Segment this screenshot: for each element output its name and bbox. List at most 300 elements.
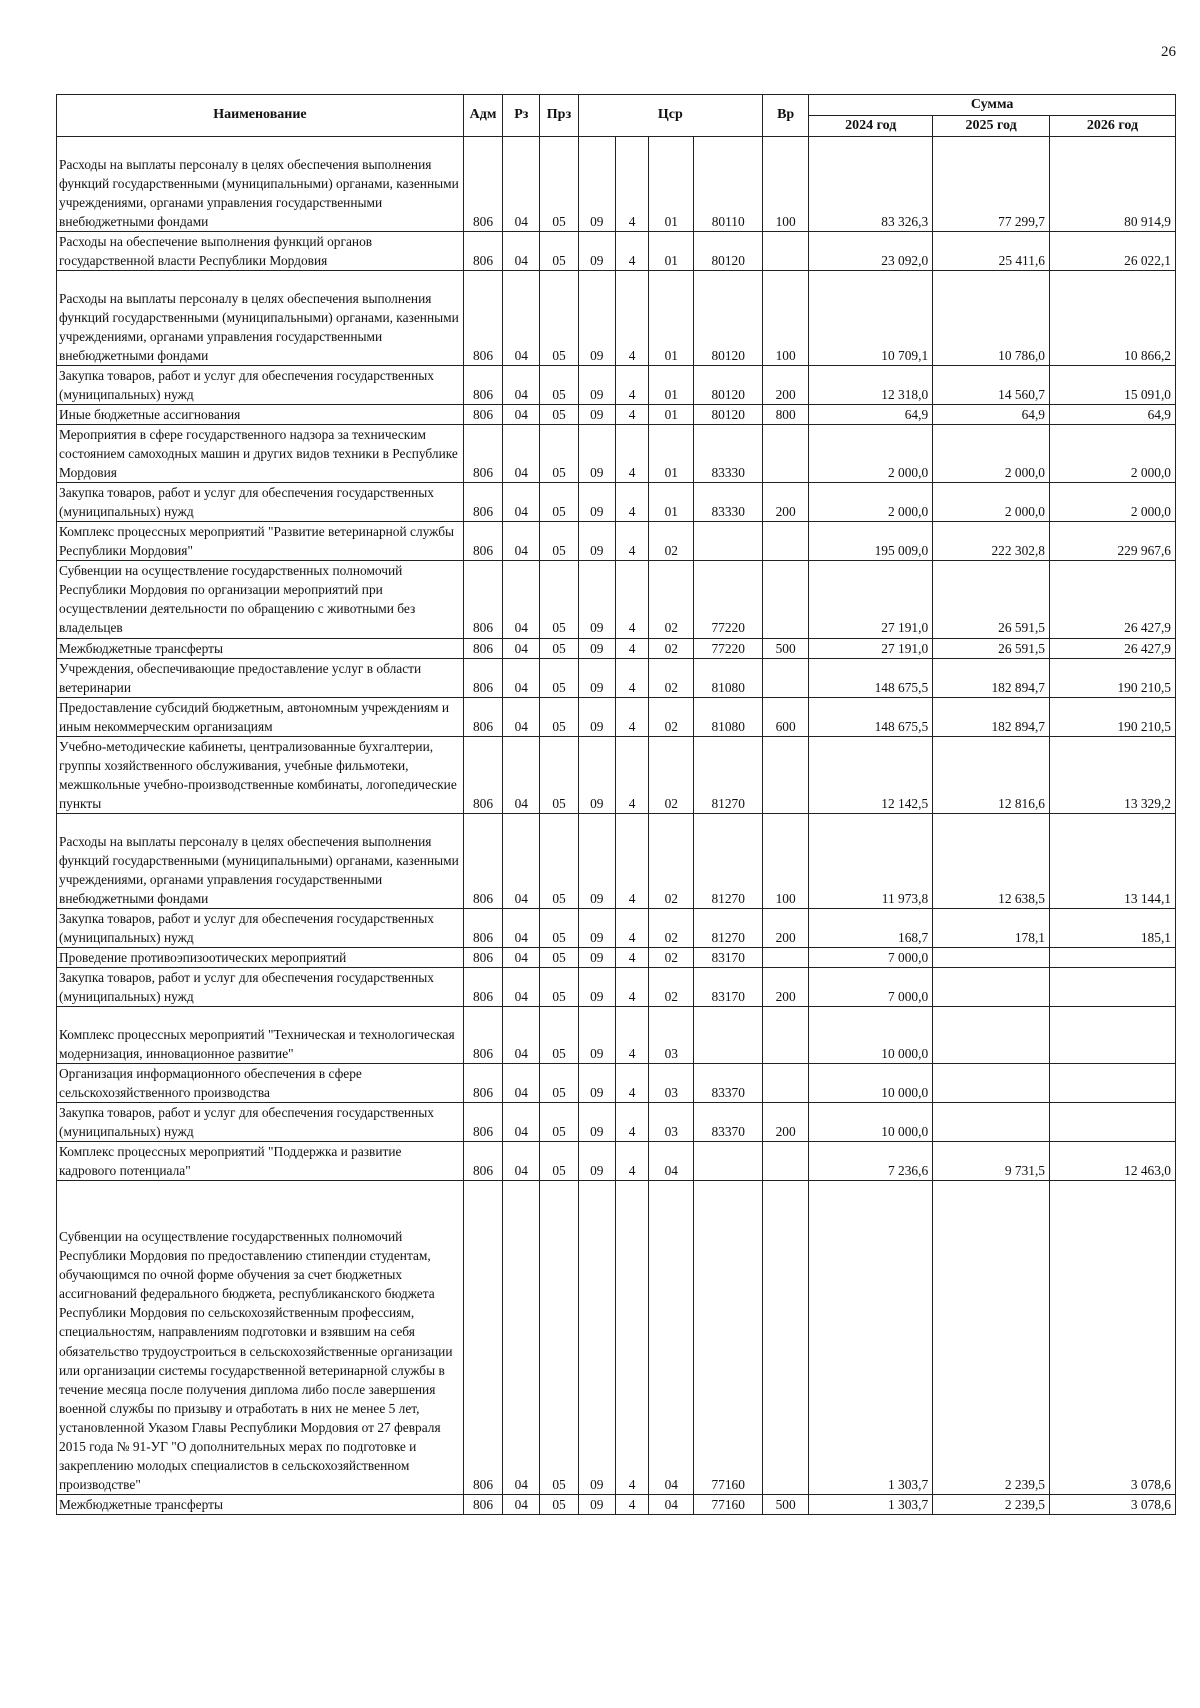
cell-c2: 4: [615, 813, 648, 908]
cell-s2026: 26 427,9: [1050, 638, 1176, 658]
cell-c3: 01: [649, 405, 694, 425]
cell-c4: 81270: [694, 736, 763, 813]
table-row: [57, 561, 1176, 638]
cell-c3: 03: [649, 1064, 694, 1103]
cell-vr: 200: [762, 968, 808, 1007]
cell-c1: 09: [578, 638, 615, 658]
cell-vr: 800: [762, 405, 808, 425]
cell-s2026: [1050, 1007, 1176, 1064]
cell-vr: [762, 1142, 808, 1181]
cell-rz: 04: [503, 697, 540, 736]
table-row: [57, 908, 1176, 947]
cell-s2026: 12 463,0: [1050, 1142, 1176, 1181]
cell-adm: 806: [463, 1103, 502, 1142]
cell-s2025: [933, 947, 1050, 967]
cell-adm: 806: [463, 522, 502, 561]
cell-name: Комплекс процессных мероприятий "Поддержка и развитие кадрового потенциала": [57, 1142, 464, 1181]
cell-s2025: 64,9: [933, 405, 1050, 425]
cell-rz: 04: [503, 1494, 540, 1514]
cell-c3: 03: [649, 1103, 694, 1142]
cell-rz: 04: [503, 405, 540, 425]
table-row: [57, 1494, 1176, 1514]
cell-name: Организация информационного обеспечения в сфере сельскохозяйственного производства: [57, 1064, 464, 1103]
cell-adm: 806: [463, 908, 502, 947]
cell-s2024: 12 142,5: [809, 736, 933, 813]
cell-rz: 04: [503, 1007, 540, 1064]
cell-rz: 04: [503, 1103, 540, 1142]
cell-adm: 806: [463, 561, 502, 638]
header-rz: Рз: [503, 95, 540, 137]
cell-prz: 05: [540, 1494, 578, 1514]
cell-c3: 02: [649, 638, 694, 658]
cell-c2: 4: [615, 366, 648, 405]
cell-c2: 4: [615, 697, 648, 736]
cell-s2025: 2 239,5: [933, 1494, 1050, 1514]
cell-s2025: [933, 1064, 1050, 1103]
cell-c3: 02: [649, 697, 694, 736]
cell-prz: 05: [540, 638, 578, 658]
cell-s2024: 10 000,0: [809, 1103, 933, 1142]
table-row: [57, 658, 1176, 697]
cell-c3: 02: [649, 736, 694, 813]
cell-c2: 4: [615, 405, 648, 425]
cell-adm: 806: [463, 813, 502, 908]
cell-c1: 09: [578, 270, 615, 365]
cell-rz: 04: [503, 947, 540, 967]
cell-s2025: 14 560,7: [933, 366, 1050, 405]
cell-c4: [694, 522, 763, 561]
cell-prz: 05: [540, 813, 578, 908]
cell-s2026: 26 022,1: [1050, 231, 1176, 270]
cell-c2: 4: [615, 231, 648, 270]
cell-rz: 04: [503, 813, 540, 908]
cell-rz: 04: [503, 522, 540, 561]
cell-s2025: 12 816,6: [933, 736, 1050, 813]
cell-s2025: 2 000,0: [933, 483, 1050, 522]
cell-vr: 200: [762, 908, 808, 947]
cell-c3: 03: [649, 1007, 694, 1064]
cell-s2025: 178,1: [933, 908, 1050, 947]
cell-s2024: 10 709,1: [809, 270, 933, 365]
cell-s2026: [1050, 1064, 1176, 1103]
cell-c1: 09: [578, 405, 615, 425]
cell-s2026: 80 914,9: [1050, 136, 1176, 231]
cell-c3: 04: [649, 1494, 694, 1514]
cell-vr: 100: [762, 270, 808, 365]
cell-adm: 806: [463, 1494, 502, 1514]
cell-s2024: 168,7: [809, 908, 933, 947]
cell-rz: 04: [503, 270, 540, 365]
cell-rz: 04: [503, 658, 540, 697]
cell-s2026: 10 866,2: [1050, 270, 1176, 365]
cell-c1: 09: [578, 522, 615, 561]
cell-prz: 05: [540, 136, 578, 231]
cell-prz: 05: [540, 697, 578, 736]
cell-c2: 4: [615, 1103, 648, 1142]
cell-c2: 4: [615, 1494, 648, 1514]
cell-adm: 806: [463, 697, 502, 736]
cell-c3: 01: [649, 366, 694, 405]
cell-s2025: 2 239,5: [933, 1181, 1050, 1494]
cell-vr: 200: [762, 1103, 808, 1142]
cell-c2: 4: [615, 736, 648, 813]
cell-c1: 09: [578, 425, 615, 483]
cell-c2: 4: [615, 483, 648, 522]
cell-name: Закупка товаров, работ и услуг для обеспечения государственных (муниципальных) нужд: [57, 1103, 464, 1142]
cell-prz: 05: [540, 908, 578, 947]
cell-s2025: 26 591,5: [933, 638, 1050, 658]
cell-prz: 05: [540, 270, 578, 365]
cell-adm: 806: [463, 736, 502, 813]
cell-c1: 09: [578, 813, 615, 908]
table-row: [57, 270, 1176, 365]
cell-s2026: 185,1: [1050, 908, 1176, 947]
cell-s2025: 182 894,7: [933, 658, 1050, 697]
cell-vr: [762, 1007, 808, 1064]
table-row: [57, 405, 1176, 425]
cell-vr: 500: [762, 1494, 808, 1514]
cell-c2: 4: [615, 1007, 648, 1064]
cell-prz: 05: [540, 1064, 578, 1103]
cell-rz: 04: [503, 736, 540, 813]
cell-c4: 77160: [694, 1181, 763, 1494]
cell-s2025: 12 638,5: [933, 813, 1050, 908]
cell-name: Закупка товаров, работ и услуг для обеспечения государственных (муниципальных) нужд: [57, 908, 464, 947]
cell-c3: 02: [649, 947, 694, 967]
header-name: Наименование: [57, 95, 464, 137]
cell-name: Мероприятия в сфере государственного надзора за техническим состоянием самоходных машин и других видов техники в Республике Мордовия: [57, 425, 464, 483]
cell-s2024: 1 303,7: [809, 1181, 933, 1494]
cell-c2: 4: [615, 1181, 648, 1494]
cell-c3: 04: [649, 1142, 694, 1181]
cell-c1: 09: [578, 658, 615, 697]
cell-rz: 04: [503, 136, 540, 231]
cell-c2: 4: [615, 638, 648, 658]
cell-vr: 100: [762, 136, 808, 231]
cell-c1: 09: [578, 231, 615, 270]
cell-adm: 806: [463, 658, 502, 697]
header-year-2024: 2024 год: [809, 115, 933, 136]
cell-adm: 806: [463, 425, 502, 483]
cell-vr: [762, 658, 808, 697]
cell-c4: 81270: [694, 908, 763, 947]
cell-name: Иные бюджетные ассигнования: [57, 405, 464, 425]
table-row: [57, 1103, 1176, 1142]
cell-c4: 77160: [694, 1494, 763, 1514]
cell-adm: 806: [463, 1064, 502, 1103]
cell-s2026: [1050, 947, 1176, 967]
cell-s2024: 27 191,0: [809, 561, 933, 638]
cell-s2025: [933, 968, 1050, 1007]
table-row: [57, 638, 1176, 658]
cell-c1: 09: [578, 1103, 615, 1142]
cell-rz: 04: [503, 1142, 540, 1181]
cell-s2026: 2 000,0: [1050, 425, 1176, 483]
cell-s2024: 7 236,6: [809, 1142, 933, 1181]
table-row: [57, 483, 1176, 522]
cell-s2024: 11 973,8: [809, 813, 933, 908]
header-year-2025: 2025 год: [933, 115, 1050, 136]
table-row: [57, 1181, 1176, 1494]
table-row: [57, 1142, 1176, 1181]
cell-name: Межбюджетные трансферты: [57, 638, 464, 658]
cell-s2025: 26 591,5: [933, 561, 1050, 638]
cell-c4: 80120: [694, 231, 763, 270]
table-row: [57, 813, 1176, 908]
cell-s2026: 26 427,9: [1050, 561, 1176, 638]
cell-adm: 806: [463, 1181, 502, 1494]
cell-name: Субвенции на осуществление государственных полномочий Республики Мордовия по организации мероприятий при осуществлении деятельности по обращению с животными без владельцев: [57, 561, 464, 638]
cell-adm: 806: [463, 136, 502, 231]
cell-adm: 806: [463, 270, 502, 365]
cell-s2026: 15 091,0: [1050, 366, 1176, 405]
cell-c4: 77220: [694, 638, 763, 658]
table-row: [57, 136, 1176, 231]
cell-prz: 05: [540, 231, 578, 270]
cell-c1: 09: [578, 1007, 615, 1064]
cell-s2026: [1050, 968, 1176, 1007]
cell-name: Расходы на выплаты персоналу в целях обеспечения выполнения функций государственными (муниципальными) органами, казенными учреждениями, органами управления государственными внебюджетными фондами: [57, 813, 464, 908]
cell-prz: 05: [540, 366, 578, 405]
cell-c4: 81080: [694, 658, 763, 697]
cell-c1: 09: [578, 483, 615, 522]
cell-s2024: 2 000,0: [809, 425, 933, 483]
cell-s2024: 195 009,0: [809, 522, 933, 561]
table-row: [57, 697, 1176, 736]
cell-rz: 04: [503, 908, 540, 947]
cell-c1: 09: [578, 1181, 615, 1494]
header-csr: Цср: [578, 95, 762, 137]
cell-prz: 05: [540, 1007, 578, 1064]
cell-vr: 200: [762, 366, 808, 405]
header-vr: Вр: [762, 95, 808, 137]
cell-s2025: [933, 1007, 1050, 1064]
cell-s2025: 182 894,7: [933, 697, 1050, 736]
cell-prz: 05: [540, 1181, 578, 1494]
cell-rz: 04: [503, 1064, 540, 1103]
cell-prz: 05: [540, 947, 578, 967]
cell-s2024: 64,9: [809, 405, 933, 425]
cell-c4: 80110: [694, 136, 763, 231]
cell-c4: [694, 1007, 763, 1064]
cell-c2: 4: [615, 425, 648, 483]
table-row: [57, 366, 1176, 405]
cell-name: Расходы на выплаты персоналу в целях обеспечения выполнения функций государственными (муниципальными) органами, казенными учреждениями, органами управления государственными внебюджетными фондами: [57, 136, 464, 231]
cell-s2025: 10 786,0: [933, 270, 1050, 365]
budget-table: [56, 94, 1176, 1515]
cell-c3: 02: [649, 813, 694, 908]
cell-vr: 500: [762, 638, 808, 658]
table-row: [57, 1007, 1176, 1064]
cell-s2024: 23 092,0: [809, 231, 933, 270]
cell-s2024: 27 191,0: [809, 638, 933, 658]
cell-adm: 806: [463, 366, 502, 405]
cell-c3: 01: [649, 483, 694, 522]
cell-s2026: 3 078,6: [1050, 1494, 1176, 1514]
cell-c4: 80120: [694, 270, 763, 365]
cell-s2025: 9 731,5: [933, 1142, 1050, 1181]
table-row: [57, 425, 1176, 483]
cell-s2024: 10 000,0: [809, 1007, 933, 1064]
cell-prz: 05: [540, 1103, 578, 1142]
cell-adm: 806: [463, 405, 502, 425]
cell-c2: 4: [615, 1064, 648, 1103]
cell-c1: 09: [578, 561, 615, 638]
table-row: [57, 968, 1176, 1007]
cell-name: Субвенции на осуществление государственных полномочий Республики Мордовия по предоставлению стипендии студентам, обучающимся по очной форме обучения за счет бюджетных ассигнований федерального бюджета, республиканского бюджета Республики Мордовия по сельскохозяйственным профессиям, специальностям, направлениям подготовки и взявшим на себя обязательство трудоустроиться в сельскохозяйственные организации или организации системы государственной ветеринарной службы в течение месяца после получения диплома либо после завершения военной службы по призыву и отработать в них не менее 5 лет, установленной Указом Главы Республики Мордовия от 27 февраля 2015 года № 91-УГ "О дополнительных мерах по подготовке и закреплению молодых специалистов в сельскохозяйственном производстве": [57, 1181, 464, 1494]
cell-c4: 83170: [694, 968, 763, 1007]
cell-c3: 02: [649, 658, 694, 697]
cell-s2026: 2 000,0: [1050, 483, 1176, 522]
cell-s2026: 3 078,6: [1050, 1181, 1176, 1494]
cell-adm: 806: [463, 968, 502, 1007]
cell-prz: 05: [540, 522, 578, 561]
cell-c2: 4: [615, 658, 648, 697]
cell-c2: 4: [615, 270, 648, 365]
cell-c2: 4: [615, 908, 648, 947]
cell-name: Расходы на выплаты персоналу в целях обеспечения выполнения функций государственными (муниципальными) органами, казенными учреждениями, органами управления государственными внебюджетными фондами: [57, 270, 464, 365]
cell-c4: [694, 1142, 763, 1181]
cell-c4: 83330: [694, 483, 763, 522]
cell-c1: 09: [578, 1142, 615, 1181]
cell-name: Закупка товаров, работ и услуг для обеспечения государственных (муниципальных) нужд: [57, 483, 464, 522]
cell-name: Комплекс процессных мероприятий "Развитие ветеринарной службы Республики Мордовия": [57, 522, 464, 561]
cell-c2: 4: [615, 947, 648, 967]
cell-vr: 600: [762, 697, 808, 736]
cell-c1: 09: [578, 908, 615, 947]
cell-name: Учреждения, обеспечивающие предоставление услуг в области ветеринарии: [57, 658, 464, 697]
cell-c4: 81080: [694, 697, 763, 736]
cell-adm: 806: [463, 947, 502, 967]
cell-s2025: 25 411,6: [933, 231, 1050, 270]
cell-prz: 05: [540, 425, 578, 483]
cell-s2025: 2 000,0: [933, 425, 1050, 483]
cell-adm: 806: [463, 483, 502, 522]
cell-adm: 806: [463, 638, 502, 658]
cell-s2024: 7 000,0: [809, 968, 933, 1007]
cell-prz: 05: [540, 1142, 578, 1181]
cell-vr: [762, 561, 808, 638]
header-prz: Прз: [540, 95, 578, 137]
cell-c4: 83370: [694, 1103, 763, 1142]
cell-s2026: [1050, 1103, 1176, 1142]
cell-vr: [762, 425, 808, 483]
cell-c1: 09: [578, 366, 615, 405]
header-year-2026: 2026 год: [1050, 115, 1176, 136]
cell-s2026: 229 967,6: [1050, 522, 1176, 561]
cell-adm: 806: [463, 1007, 502, 1064]
cell-name: Закупка товаров, работ и услуг для обеспечения государственных (муниципальных) нужд: [57, 366, 464, 405]
header-adm: Адм: [463, 95, 502, 137]
cell-c3: 01: [649, 231, 694, 270]
cell-vr: [762, 947, 808, 967]
cell-name: Закупка товаров, работ и услуг для обеспечения государственных (муниципальных) нужд: [57, 968, 464, 1007]
cell-prz: 05: [540, 561, 578, 638]
cell-c1: 09: [578, 947, 615, 967]
cell-c1: 09: [578, 136, 615, 231]
cell-s2024: 10 000,0: [809, 1064, 933, 1103]
cell-s2025: 222 302,8: [933, 522, 1050, 561]
table-body: [57, 136, 1176, 1514]
cell-s2024: 12 318,0: [809, 366, 933, 405]
cell-c3: 04: [649, 1181, 694, 1494]
cell-s2026: 190 210,5: [1050, 658, 1176, 697]
cell-c1: 09: [578, 968, 615, 1007]
cell-c1: 09: [578, 736, 615, 813]
cell-c2: 4: [615, 1142, 648, 1181]
cell-prz: 05: [540, 483, 578, 522]
cell-c2: 4: [615, 968, 648, 1007]
cell-s2024: 1 303,7: [809, 1494, 933, 1514]
cell-s2024: 148 675,5: [809, 658, 933, 697]
cell-vr: 200: [762, 483, 808, 522]
cell-c4: 83170: [694, 947, 763, 967]
cell-rz: 04: [503, 366, 540, 405]
cell-rz: 04: [503, 231, 540, 270]
cell-rz: 04: [503, 483, 540, 522]
page-number: 26: [1161, 44, 1176, 60]
cell-c1: 09: [578, 1064, 615, 1103]
cell-s2026: 190 210,5: [1050, 697, 1176, 736]
cell-c3: 01: [649, 425, 694, 483]
cell-c4: 80120: [694, 405, 763, 425]
cell-c4: 77220: [694, 561, 763, 638]
cell-adm: 806: [463, 231, 502, 270]
cell-rz: 04: [503, 425, 540, 483]
cell-s2026: 13 329,2: [1050, 736, 1176, 813]
cell-vr: [762, 1181, 808, 1494]
table-row: [57, 736, 1176, 813]
cell-name: Расходы на обеспечение выполнения функций органов государственной власти Республики Мордовия: [57, 231, 464, 270]
cell-s2024: 148 675,5: [809, 697, 933, 736]
cell-c4: 83330: [694, 425, 763, 483]
cell-c3: 02: [649, 968, 694, 1007]
cell-c4: 83370: [694, 1064, 763, 1103]
cell-name: Предоставление субсидий бюджетным, автономным учреждениям и иным некоммерческим организациям: [57, 697, 464, 736]
cell-rz: 04: [503, 638, 540, 658]
cell-rz: 04: [503, 968, 540, 1007]
cell-vr: [762, 736, 808, 813]
cell-c3: 01: [649, 270, 694, 365]
cell-prz: 05: [540, 736, 578, 813]
cell-c4: 81270: [694, 813, 763, 908]
cell-c4: 80120: [694, 366, 763, 405]
cell-vr: [762, 1064, 808, 1103]
cell-vr: [762, 231, 808, 270]
cell-c1: 09: [578, 1494, 615, 1514]
table-row: [57, 947, 1176, 967]
cell-name: Комплекс процессных мероприятий "Техническая и технологическая модернизация, инновационное развитие": [57, 1007, 464, 1064]
cell-s2024: 83 326,3: [809, 136, 933, 231]
cell-c2: 4: [615, 136, 648, 231]
cell-rz: 04: [503, 1181, 540, 1494]
cell-c3: 02: [649, 908, 694, 947]
header-sum: Сумма: [809, 95, 1176, 116]
cell-s2024: 2 000,0: [809, 483, 933, 522]
table-row: [57, 1064, 1176, 1103]
cell-s2025: 77 299,7: [933, 136, 1050, 231]
cell-name: Учебно-методические кабинеты, централизованные бухгалтерии, группы хозяйственного обслуживания, учебные фильмотеки, межшкольные учебно-производственные комбинаты, логопедические пункты: [57, 736, 464, 813]
cell-s2025: [933, 1103, 1050, 1142]
cell-s2024: 7 000,0: [809, 947, 933, 967]
cell-c3: 01: [649, 136, 694, 231]
cell-vr: 100: [762, 813, 808, 908]
cell-c1: 09: [578, 697, 615, 736]
cell-prz: 05: [540, 658, 578, 697]
cell-c2: 4: [615, 522, 648, 561]
cell-rz: 04: [503, 561, 540, 638]
cell-s2026: 13 144,1: [1050, 813, 1176, 908]
